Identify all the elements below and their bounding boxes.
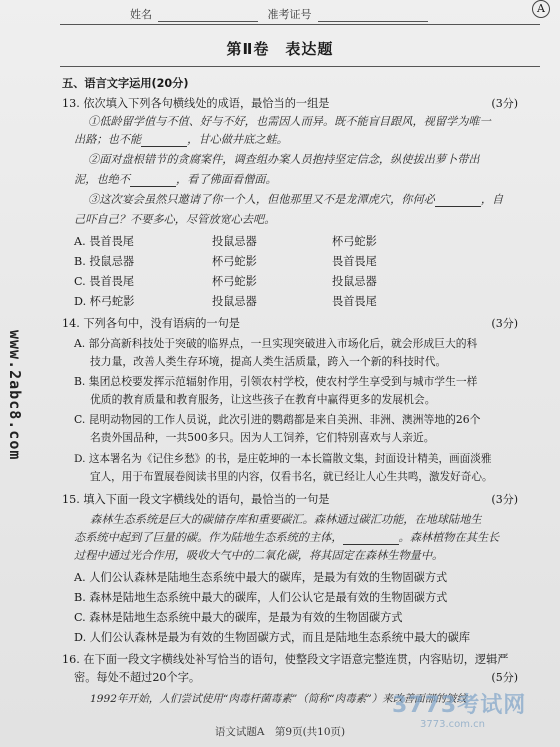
q15-option-c: C. 森林是陆地生态系统中最大的碳库，是最为有效的生物固碳方式 xyxy=(74,611,403,624)
q14-c-line1: C. 昆明动物园的工作人员说，此次引进的鹦鹉都是来自美洲、非洲、澳洲等地的26个 xyxy=(74,413,481,426)
q15-passage-line1: 森林生态系统是巨大的碳储存库和重要碳汇。森林通过碳汇功能，在地球陆地生 xyxy=(90,513,482,526)
q14-a-line1: A. 部分高新科技处于突破的临界点，一旦实现突破进入市场化后，就会形成巨大的科 xyxy=(74,337,478,350)
q14-b-line2: 优质的教育质量和教育服务，让这些孩子在教育中赢得更多的发展机会。 xyxy=(90,393,436,406)
q13-s1-line1: ①低龄留学值与不值、好与不好，也需因人而异。既不能盲目跟风，视留学为唯一 xyxy=(88,115,491,128)
page-footer: 语文试题A 第9页(共10页) xyxy=(214,726,346,738)
q16-stem-line2: 密。每处不超过20个字。 xyxy=(74,671,201,684)
part-title: 五、语言文字运用(20分) xyxy=(62,77,189,90)
version-mark: A xyxy=(532,0,550,18)
exam-id-label: 准考证号 xyxy=(267,8,312,21)
q13-option-d: D. 杯弓蛇影 投鼠忌器 畏首畏尾 xyxy=(74,295,377,308)
answer-blank xyxy=(141,135,187,147)
q15-passage-line3: 过程中通过光合作用，吸收大气中的二氧化碳，将其固定在森林生物量中。 xyxy=(74,549,444,562)
logo-text: 3773考试网 xyxy=(392,693,527,718)
name-blank xyxy=(158,11,258,22)
q14-stem: 14. 下列各句中，没有语病的一句是 xyxy=(62,317,240,330)
q15-option-a: A. 人们公认森林是陆地生态系统中最大的碳库，是最为有效的生物固碳方式 xyxy=(74,571,448,584)
q14-a-line2: 技力量，改善人类生存环境，提高人类生活质量，跨入一个新的科技时代。 xyxy=(90,355,447,368)
side-watermark: www.2abc8.com xyxy=(6,330,24,461)
candidate-info-line xyxy=(130,6,434,22)
answer-blank xyxy=(343,533,399,545)
q14-d-line2: 宜人，用于布置展卷阅读书里的内容，仅看书名，就已经让人心生共鸣，激发好奇心。 xyxy=(90,471,493,483)
q14-b-line1: B. 集团总校要发挥示范辐射作用，引领农村学校，使农村学生享受到与城市学生一样 xyxy=(74,375,478,388)
q15-option-b: B. 森林是陆地生态系统中最大的碳库，人们公认它是最有效的生物固碳方式 xyxy=(74,591,448,604)
section-title: 第Ⅱ卷 表达题 xyxy=(226,40,334,58)
site-logo xyxy=(392,688,542,730)
top-divider xyxy=(60,24,540,25)
q15-stem: 15. 填入下面一段文字横线处的语句，最恰当的一句是 xyxy=(62,493,330,506)
q14-c-line2: 名贵外国品种，一共500多只。因为人工饲养，它们特别喜欢与人亲近。 xyxy=(90,431,435,444)
q13-s3-line2: 己吓自己？不要多心，尽管放宽心去吧。 xyxy=(74,213,276,226)
q13-option-c: C. 畏首畏尾 杯弓蛇影 投鼠忌器 xyxy=(74,275,377,288)
q15-passage-line2: 态系统中起到了巨量的碳。作为陆地生态系统的主体， 。森林植物在其生长 xyxy=(74,531,500,544)
answer-blank xyxy=(130,175,176,187)
q16-passage-line1: 1992年开始，人们尝试使用“肉毒杆菌毒素”（简称“肉毒素”）来改善面部的皱纹 xyxy=(90,693,468,705)
title-divider xyxy=(60,66,540,67)
q15-option-d: D. 人们公认森林是最为有效的生物固碳方式，而且是陆地生态系统中最大的碳库 xyxy=(74,631,471,644)
q13-s1-line2: 出路；也不能 ，甘心做井底之蛙。 xyxy=(74,133,288,146)
q13-s2-line1: ②面对盘根错节的贪腐案件，调查组办案人员抱持坚定信念，纵使拔出萝卜带出 xyxy=(88,153,480,166)
q16-points: (5分) xyxy=(491,671,518,684)
q16-stem: 16. 在下面一段文字横线处补写恰当的语句，使整段文字语意完整连贯，内容贴切，逻辑严 xyxy=(62,653,509,666)
q13-option-b: B. 投鼠忌器 杯弓蛇影 畏首畏尾 xyxy=(74,255,377,268)
logo-url: 3773.com.cn xyxy=(420,719,485,730)
q13-s2-line2: 泥，也绝不 ，看了佛面看僧面。 xyxy=(74,173,277,186)
q13-stem: 13. 依次填入下列各句横线处的成语，最恰当的一组是 xyxy=(62,97,330,110)
q14-d-line1: D. 这本署名为《记住乡愁》的书，是庄乾坤的一本长篇散文集，封面设计精美，画面淡雅 xyxy=(74,453,492,465)
q13-points: (3分) xyxy=(491,97,518,110)
q15-points: (3分) xyxy=(491,493,518,506)
answer-blank xyxy=(435,195,481,207)
name-label: 姓名 xyxy=(130,8,152,21)
exam-id-blank xyxy=(318,11,428,22)
q14-points: (3分) xyxy=(491,317,518,330)
q13-s3-line1: ③这次宴会虽然只邀请了你一个人，但他那里又不是龙潭虎穴，你何必 ，自 xyxy=(88,193,504,206)
q13-option-a: A. 畏首畏尾 投鼠忌器 杯弓蛇影 xyxy=(74,235,377,248)
